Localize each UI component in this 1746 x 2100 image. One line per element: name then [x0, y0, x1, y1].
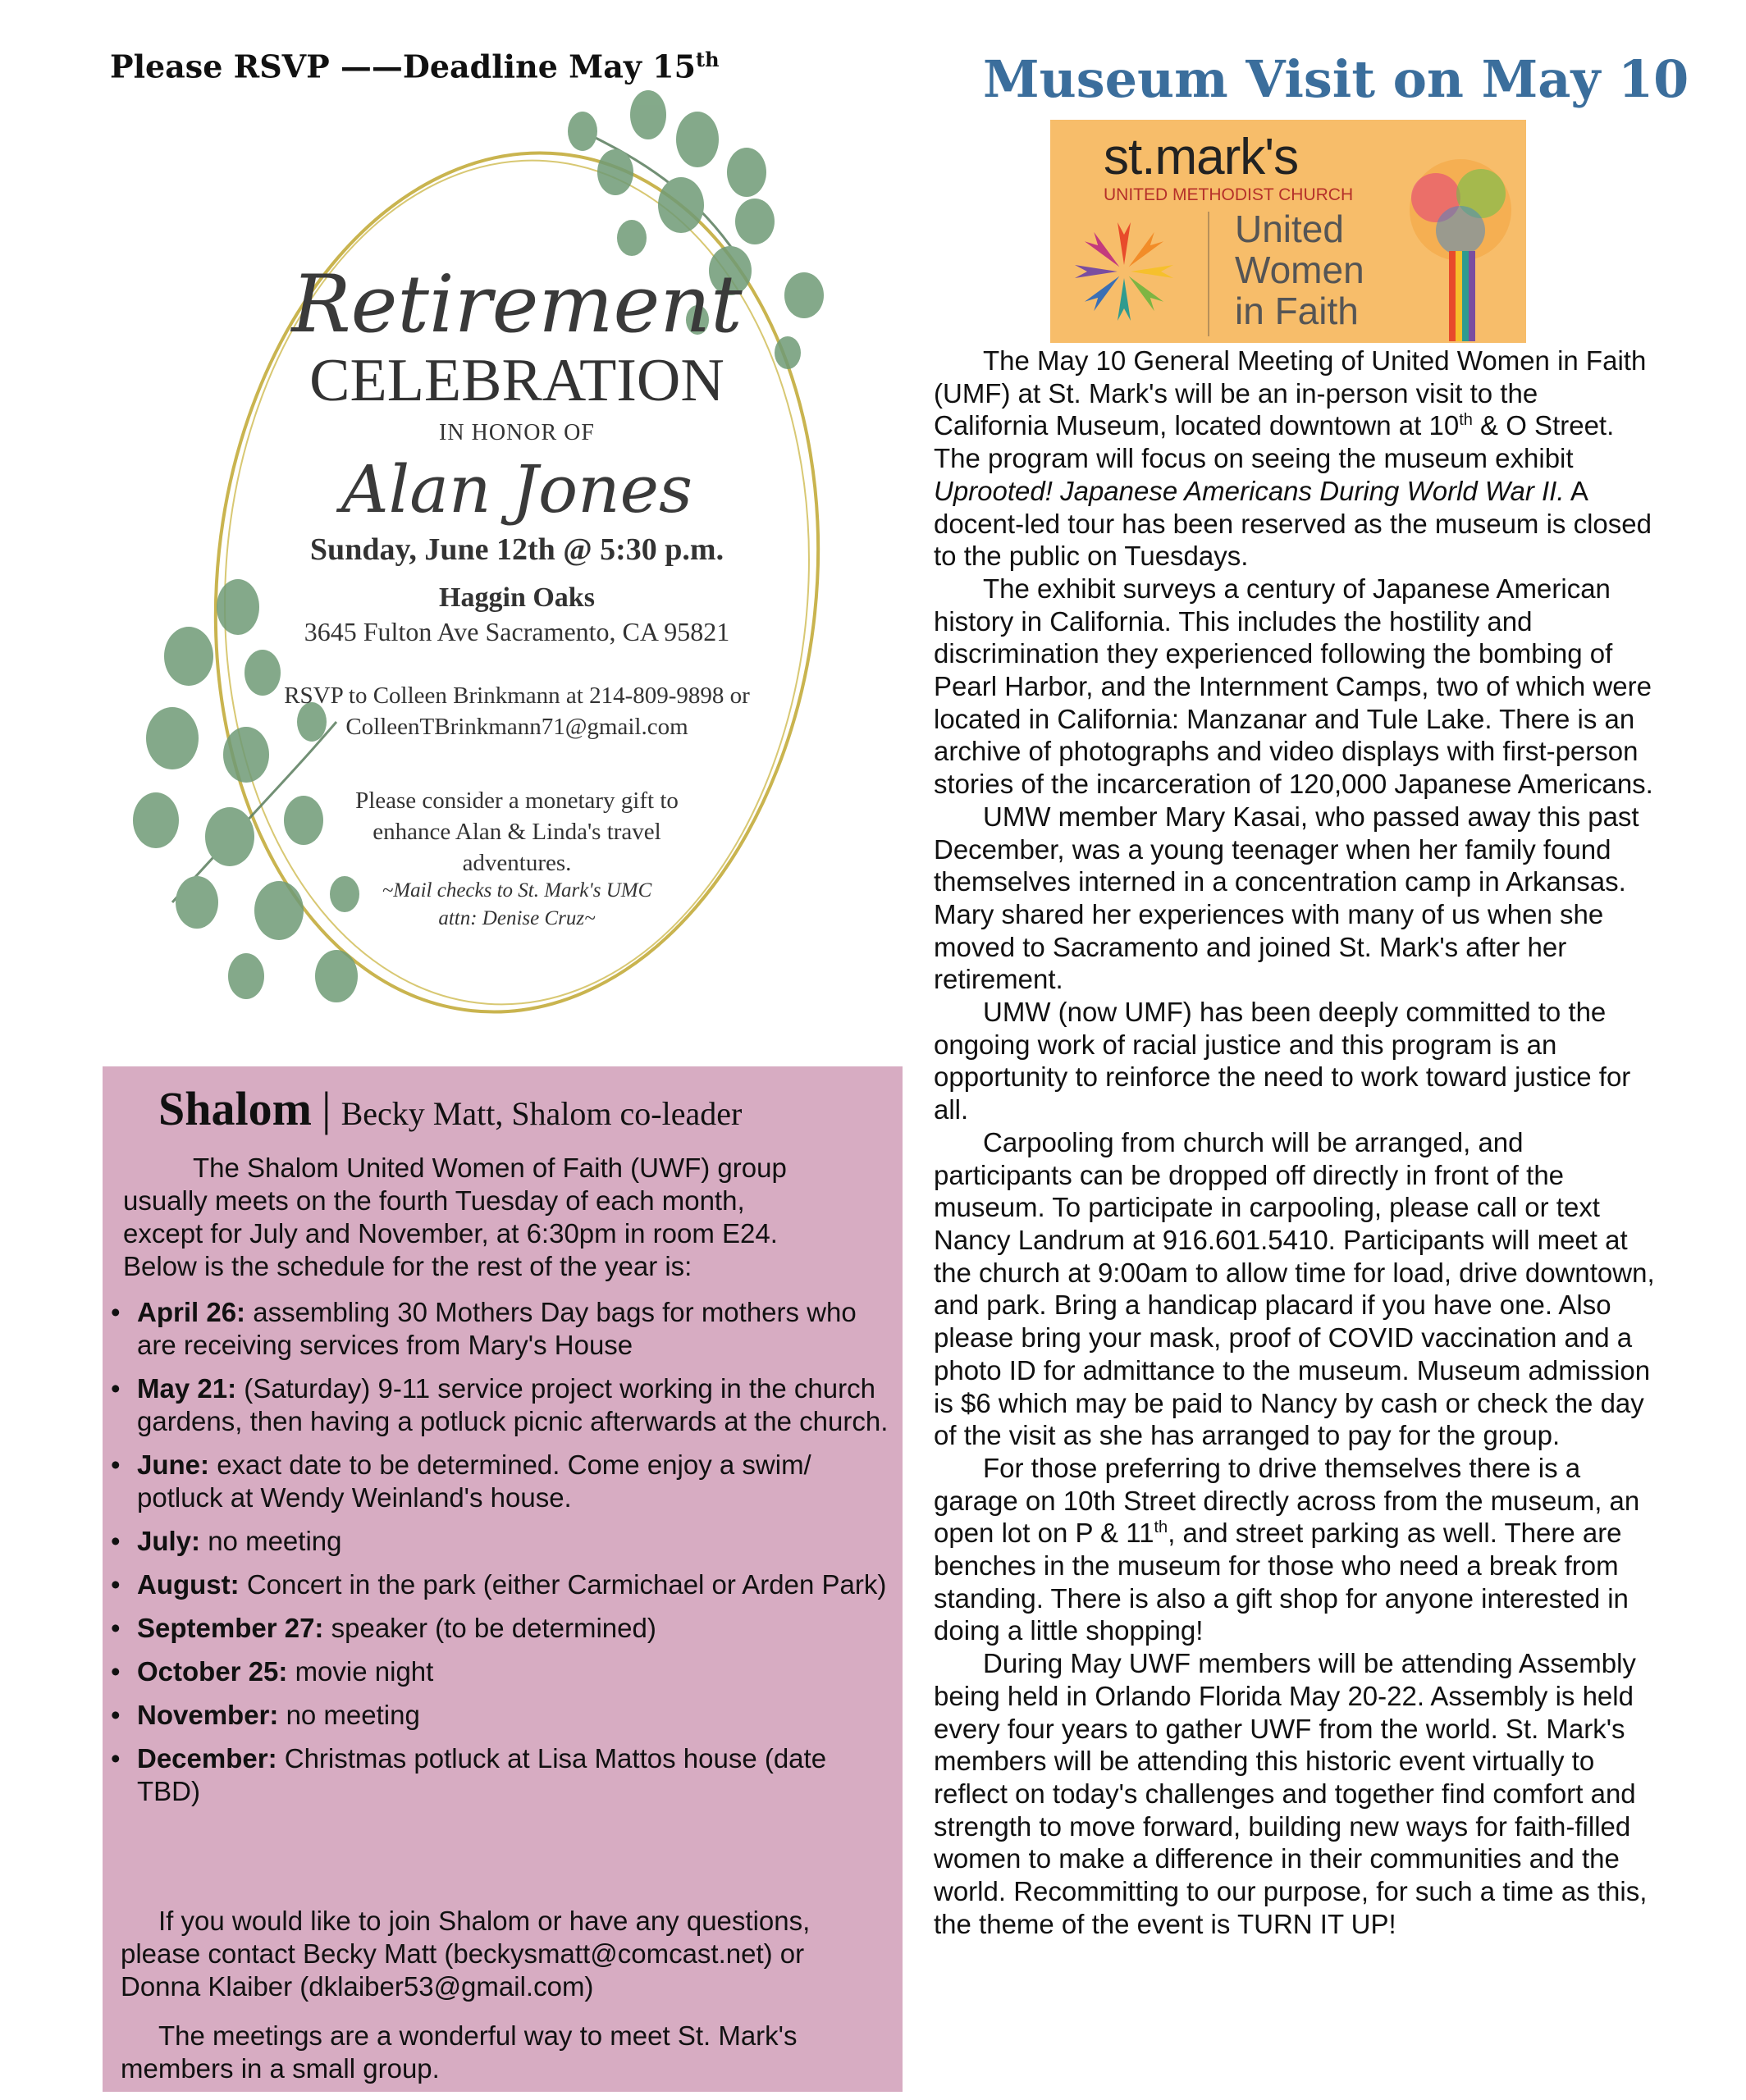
shalom-intro-line: The Shalom United Women of Faith (UWF) group — [193, 1153, 787, 1183]
invitation-address: 3645 Fulton Ave Sacramento, CA 95821 — [304, 617, 730, 646]
article-paragraph: The May 10 General Meeting of United Women in Faith (UMF) at St. Mark's will be an in-person visit to the California Museum, located downtown at 10th & O Street. The program will focus on seeing the museum exhibit Uprooted! Japanese Americans During World War II. A docent-led tour has been reserved as the museum is closed to the public on Tuesdays. — [934, 345, 1652, 572]
shalom-schedule-list — [103, 1296, 890, 1819]
museum-visit-title: Museum Visit on May 10 — [983, 49, 1689, 109]
logo-church-name: st.mark's — [1104, 129, 1299, 185]
invitation-gift-line: enhance Alan & Linda's travel — [373, 819, 661, 845]
shalom-section — [103, 1066, 903, 2092]
shalom-subtitle: Becky Matt, Shalom co-leader — [341, 1095, 743, 1132]
invitation-mail-attn: attn: Denise Cruz~ — [438, 907, 596, 929]
article-paragraph: The exhibit surveys a century of Japanese American history in California. This includes the hostility and discrimination they experienced following the bombing of Pearl Harbor, and the Internment Camps, two of which were located in California: Manzanar and Tule Lake. There is an archive of photographs and video displays with first-person stories of the incarceration of 120,000 Japanese Americans. — [934, 573, 1653, 800]
shalom-title: Shalom — [158, 1082, 312, 1135]
st-marks-uwf-logo — [1050, 120, 1526, 343]
invitation-in-honor: IN HONOR OF — [439, 420, 595, 445]
schedule-item: • November: no meeting — [103, 1699, 890, 1732]
invitation-venue: Haggin Oaks — [439, 582, 595, 613]
shalom-join-line: If you would like to join Shalom or have any questions, — [158, 1906, 811, 1936]
article-paragraph: For those preferring to drive themselves there is a garage on 10th Street directly across from the museum, an open lot on P & 11th, and street parking as well. There are benches in the museum for those who need a break from standing. There is also a gift shop for anyone interested in doing a little shopping! — [934, 1452, 1640, 1646]
shalom-intro-line: usually meets on the fourth Tuesday of each month, — [123, 1185, 745, 1216]
shalom-heading — [158, 1081, 742, 1136]
shalom-title-divider: | — [321, 1082, 331, 1135]
rainbow-tree-icon — [1395, 153, 1526, 343]
logo-church-subtitle: UNITED METHODIST CHURCH — [1104, 185, 1354, 204]
invitation-title: CELEBRATION — [309, 347, 724, 414]
invitation-date: Sunday, June 12th @ 5:30 p.m. — [309, 532, 724, 567]
logo-uwf-line: United — [1235, 208, 1344, 250]
shalom-intro-line: except for July and November, at 6:30pm in room E24. — [123, 1218, 778, 1249]
schedule-item: • June: exact date to be determined. Come enjoy a swim/ potluck at Wendy Weinland's house. — [103, 1449, 890, 1514]
retirement-invitation — [123, 82, 911, 1066]
invitation-honoree: Alan Jones — [341, 451, 693, 527]
logo-uwf-line: in Faith — [1235, 290, 1359, 332]
museum-article — [934, 345, 1656, 1940]
invitation-gift-line: Please consider a monetary gift to — [355, 788, 679, 814]
shalom-closing-line: The meetings are a wonderful way to meet St. Mark's — [158, 2020, 798, 2051]
schedule-item: • August: Concert in the park (either Carmichael or Arden Park) — [103, 1568, 890, 1601]
invitation-mail-line: ~Mail checks to St. Mark's UMC — [382, 879, 652, 902]
article-paragraph: UMW (now UMF) has been deeply committed to the ongoing work of racial justice and this program is an opportunity to reinforce the need to work toward justice for all. — [934, 997, 1631, 1125]
shalom-closing-line: members in a small group. — [121, 2053, 440, 2084]
invitation-rsvp-line: RSVP to Colleen Brinkmann at 214-809-9898 or — [284, 682, 750, 709]
schedule-item: • December: Christmas potluck at Lisa Mattos house (date TBD) — [103, 1742, 890, 1808]
article-paragraph: Carpooling from church will be arranged, and participants can be dropped off directly in front of the museum. To participate in carpooling, please call or text Nancy Landrum at 916.601.5410. Participants will meet at the church at 9:00am to allow time for load, drive downtown, and park. Bring a handicap placard if you have one. Also please bring your mask, proof of COVID vaccination and a photo ID for admittance to the museum. Museum admission is $6 which may be paid to Nancy by cash or check the day of the visit as she has arranged to pay for the group. — [934, 1126, 1655, 1451]
cross-flame-icon — [1063, 210, 1186, 333]
invitation-script-title: Retirement — [291, 258, 743, 350]
schedule-item: • September 27: speaker (to be determined) — [103, 1612, 890, 1645]
rsvp-deadline-heading: Please RSVP ——Deadline May 15th — [110, 48, 720, 85]
shalom-intro-line: Below is the schedule for the rest of the year is: — [123, 1251, 692, 1281]
invitation-gift-line: adventures. — [462, 850, 572, 876]
schedule-item: • April 26: assembling 30 Mothers Day bags for mothers who are receiving services from Mary's House — [103, 1296, 890, 1362]
shalom-join-line: please contact Becky Matt (beckysmatt@comcast.net) or — [121, 1938, 805, 1969]
logo-uwf-line: Women — [1235, 249, 1364, 291]
schedule-item: • May 21: (Saturday) 9-11 service project working in the church gardens, then having a potluck picnic afterwards at the church. — [103, 1372, 890, 1438]
schedule-item: • October 25: movie night — [103, 1655, 890, 1688]
article-paragraph: During May UWF members will be attending Assembly being held in Orlando Florida May 20-22. Assembly is held every four years to gather UWF from the world. St. Mark's members will be attending this historic event virtually to reflect on today's challenges and together find comfort and strength to move forward, building new ways for faith-filled women to make a difference in their communities and the world. Recommitting to our purpose, for such a time as this, the theme of the event is TURN IT UP! — [934, 1648, 1648, 1939]
shalom-join-line: Donna Klaiber (dklaiber53@gmail.com) — [121, 1971, 594, 2002]
article-paragraph: UMW member Mary Kasai, who passed away this past December, was a young teenager when her family found themselves interned in a concentration camp in Arkansas. Mary shared her experiences with many of us when she moved to Sacramento and joined St. Mark's after her retirement. — [934, 801, 1639, 995]
invitation-rsvp-email: ColleenTBrinkmann71@gmail.com — [345, 714, 688, 740]
schedule-item: • July: no meeting — [103, 1525, 890, 1558]
